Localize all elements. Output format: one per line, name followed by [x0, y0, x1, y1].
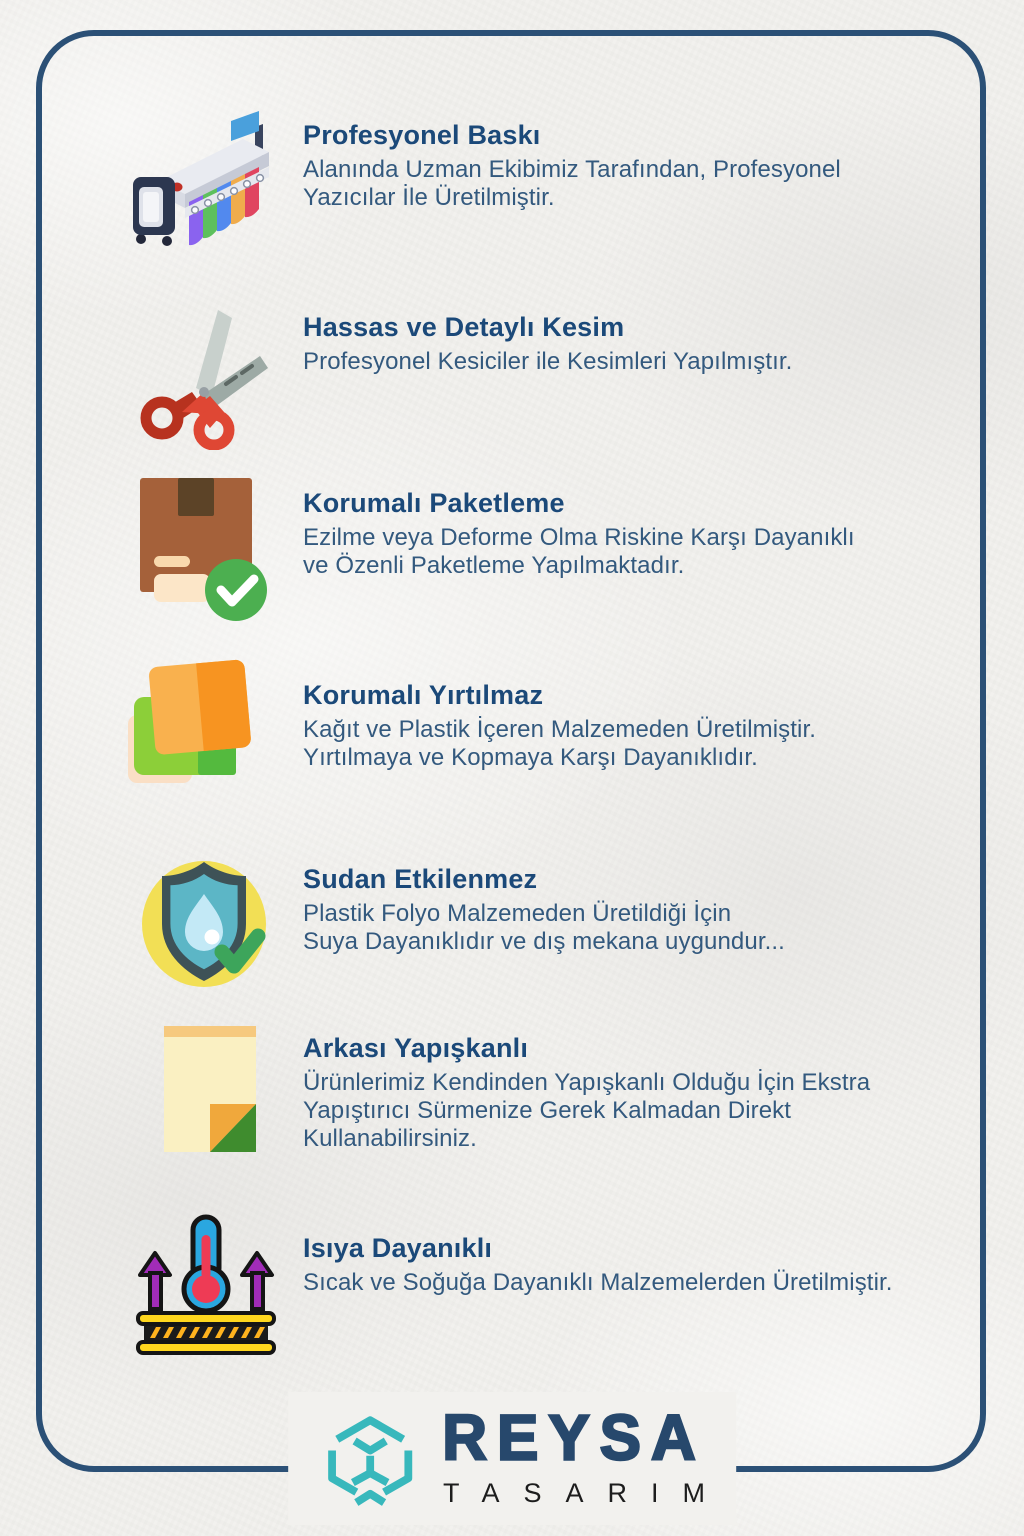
cube-logo-icon	[318, 1394, 422, 1519]
feature-line: Suya Dayanıklıdır ve dış mekana uygundur...	[303, 928, 785, 956]
brand-name: REYSA	[442, 1402, 706, 1474]
feature-title: Hassas ve Detaylı Kesim	[303, 312, 625, 342]
feature-line: Ürünlerimiz Kendinden Yapışkanlı Olduğu İçin Ekstra	[303, 1069, 871, 1097]
large-format-printer-icon	[112, 95, 287, 250]
feature-line: Yazıcılar İle Üretilmiştir.	[303, 184, 555, 212]
feature-title: Sudan Etkilenmez	[303, 864, 538, 894]
water-shield-check-icon	[112, 842, 287, 997]
scissors-icon	[112, 298, 287, 453]
sticky-note-icon	[112, 1012, 287, 1167]
brand-subtitle: TASARIM	[442, 1477, 730, 1508]
feature-title: Korumalı Yırtılmaz	[303, 680, 544, 710]
brand-logo	[288, 1392, 736, 1525]
feature-line: Alanında Uzman Ekibimiz Tarafından, Profesyonel	[303, 156, 841, 184]
feature-line: Yırtılmaya ve Kopmaya Karşı Dayanıklıdır.	[303, 744, 758, 772]
feature-title: Isıya Dayanıklı	[303, 1233, 493, 1263]
feature-line: Plastik Folyo Malzemeden Üretildiği İçin	[303, 900, 732, 928]
feature-title: Arkası Yapışkanlı	[303, 1033, 529, 1063]
feature-line: Kullanabilirsiniz.	[303, 1125, 477, 1153]
feature-title: Profesyonel Baskı	[303, 120, 541, 150]
layered-sheets-icon	[112, 650, 287, 805]
feature-line: Kağıt ve Plastik İçeren Malzemeden Üretilmiştir.	[303, 716, 816, 744]
feature-line: Sıcak ve Soğuğa Dayanıklı Malzemelerden Üretilmiştir.	[303, 1269, 893, 1297]
package-box-check-icon	[112, 462, 287, 617]
feature-line: Yapıştırıcı Sürmenize Gerek Kalmadan Direkt	[303, 1097, 792, 1125]
feature-line: ve Özenli Paketleme Yapılmaktadır.	[303, 552, 685, 580]
feature-title: Korumalı Paketleme	[303, 488, 565, 518]
feature-line: Ezilme veya Deforme Olma Riskine Karşı Dayanıklı	[303, 524, 855, 552]
feature-line: Profesyonel Kesiciler ile Kesimleri Yapılmıştır.	[303, 348, 793, 376]
heat-resistant-thermometer-icon	[112, 1205, 287, 1360]
